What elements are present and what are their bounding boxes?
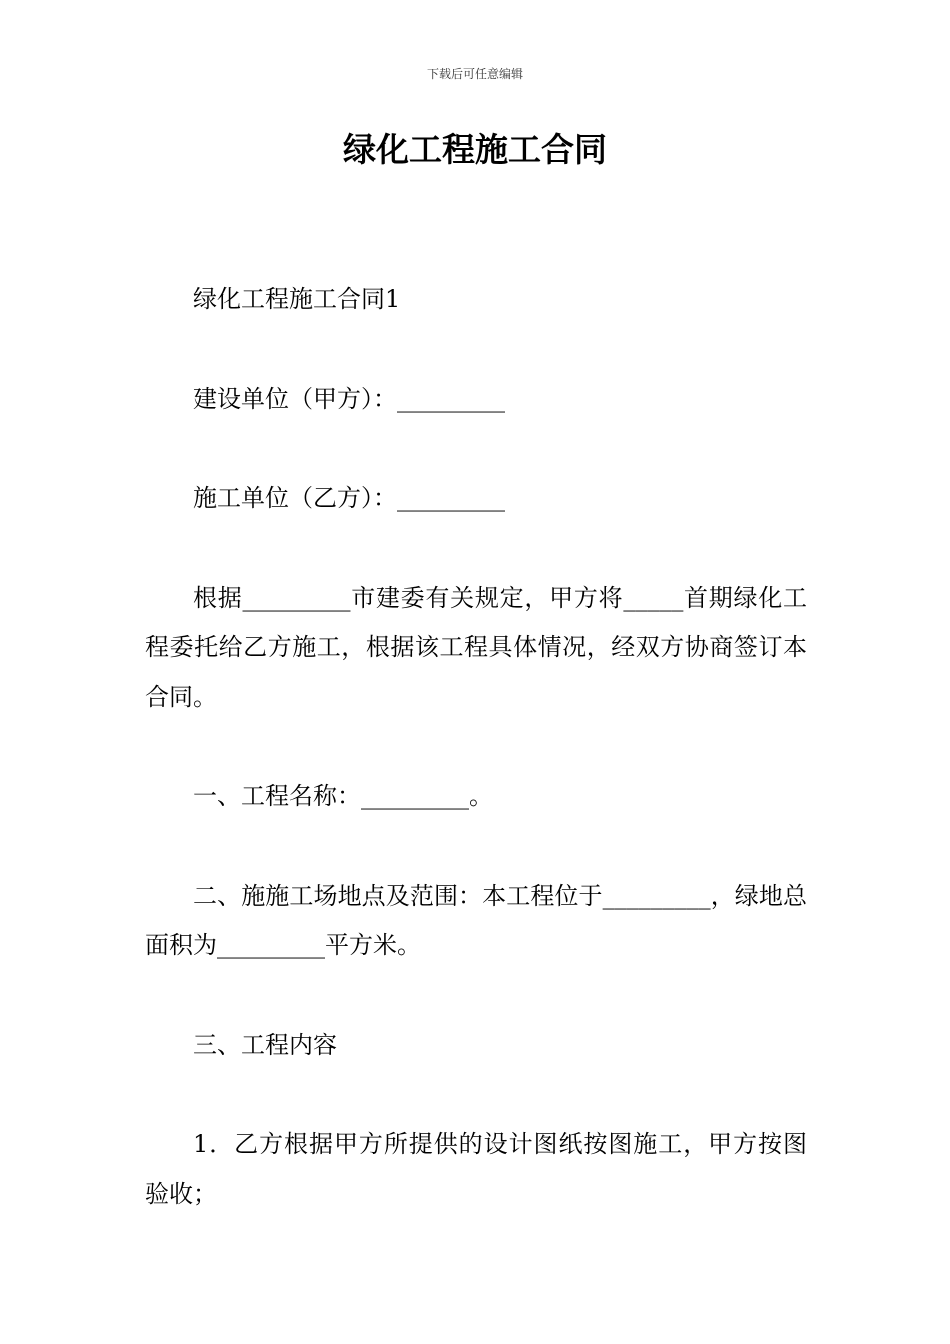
party-b-line: 施工单位（乙方）：_________	[193, 484, 505, 512]
clause-site-scope: 二、施施工场地点及范围：本工程位于_________，绿地总面积为_________平方米。	[145, 881, 807, 959]
document-body	[145, 275, 807, 1269]
party-a-line: 建设单位（甲方）：_________	[193, 384, 505, 413]
contract-subtitle: 绿化工程施工合同1	[193, 285, 401, 313]
header-note: 下载后可任意编辑	[426, 67, 523, 81]
clause-project-name: 一、工程名称：_________。	[193, 782, 493, 810]
content-item-1: 1．乙方根据甲方所提供的设计图纸按图施工，甲方按图验收；	[145, 1130, 807, 1208]
clause-project-content: 三、工程内容	[193, 1030, 337, 1059]
preamble-paragraph: 根据_________市建委有关规定，甲方将_____首期绿化工程委托给乙方施工，根据该工程具体情况，经双方协商签订本合同。	[145, 583, 807, 711]
document-title: 绿化工程施工合同	[343, 130, 607, 169]
